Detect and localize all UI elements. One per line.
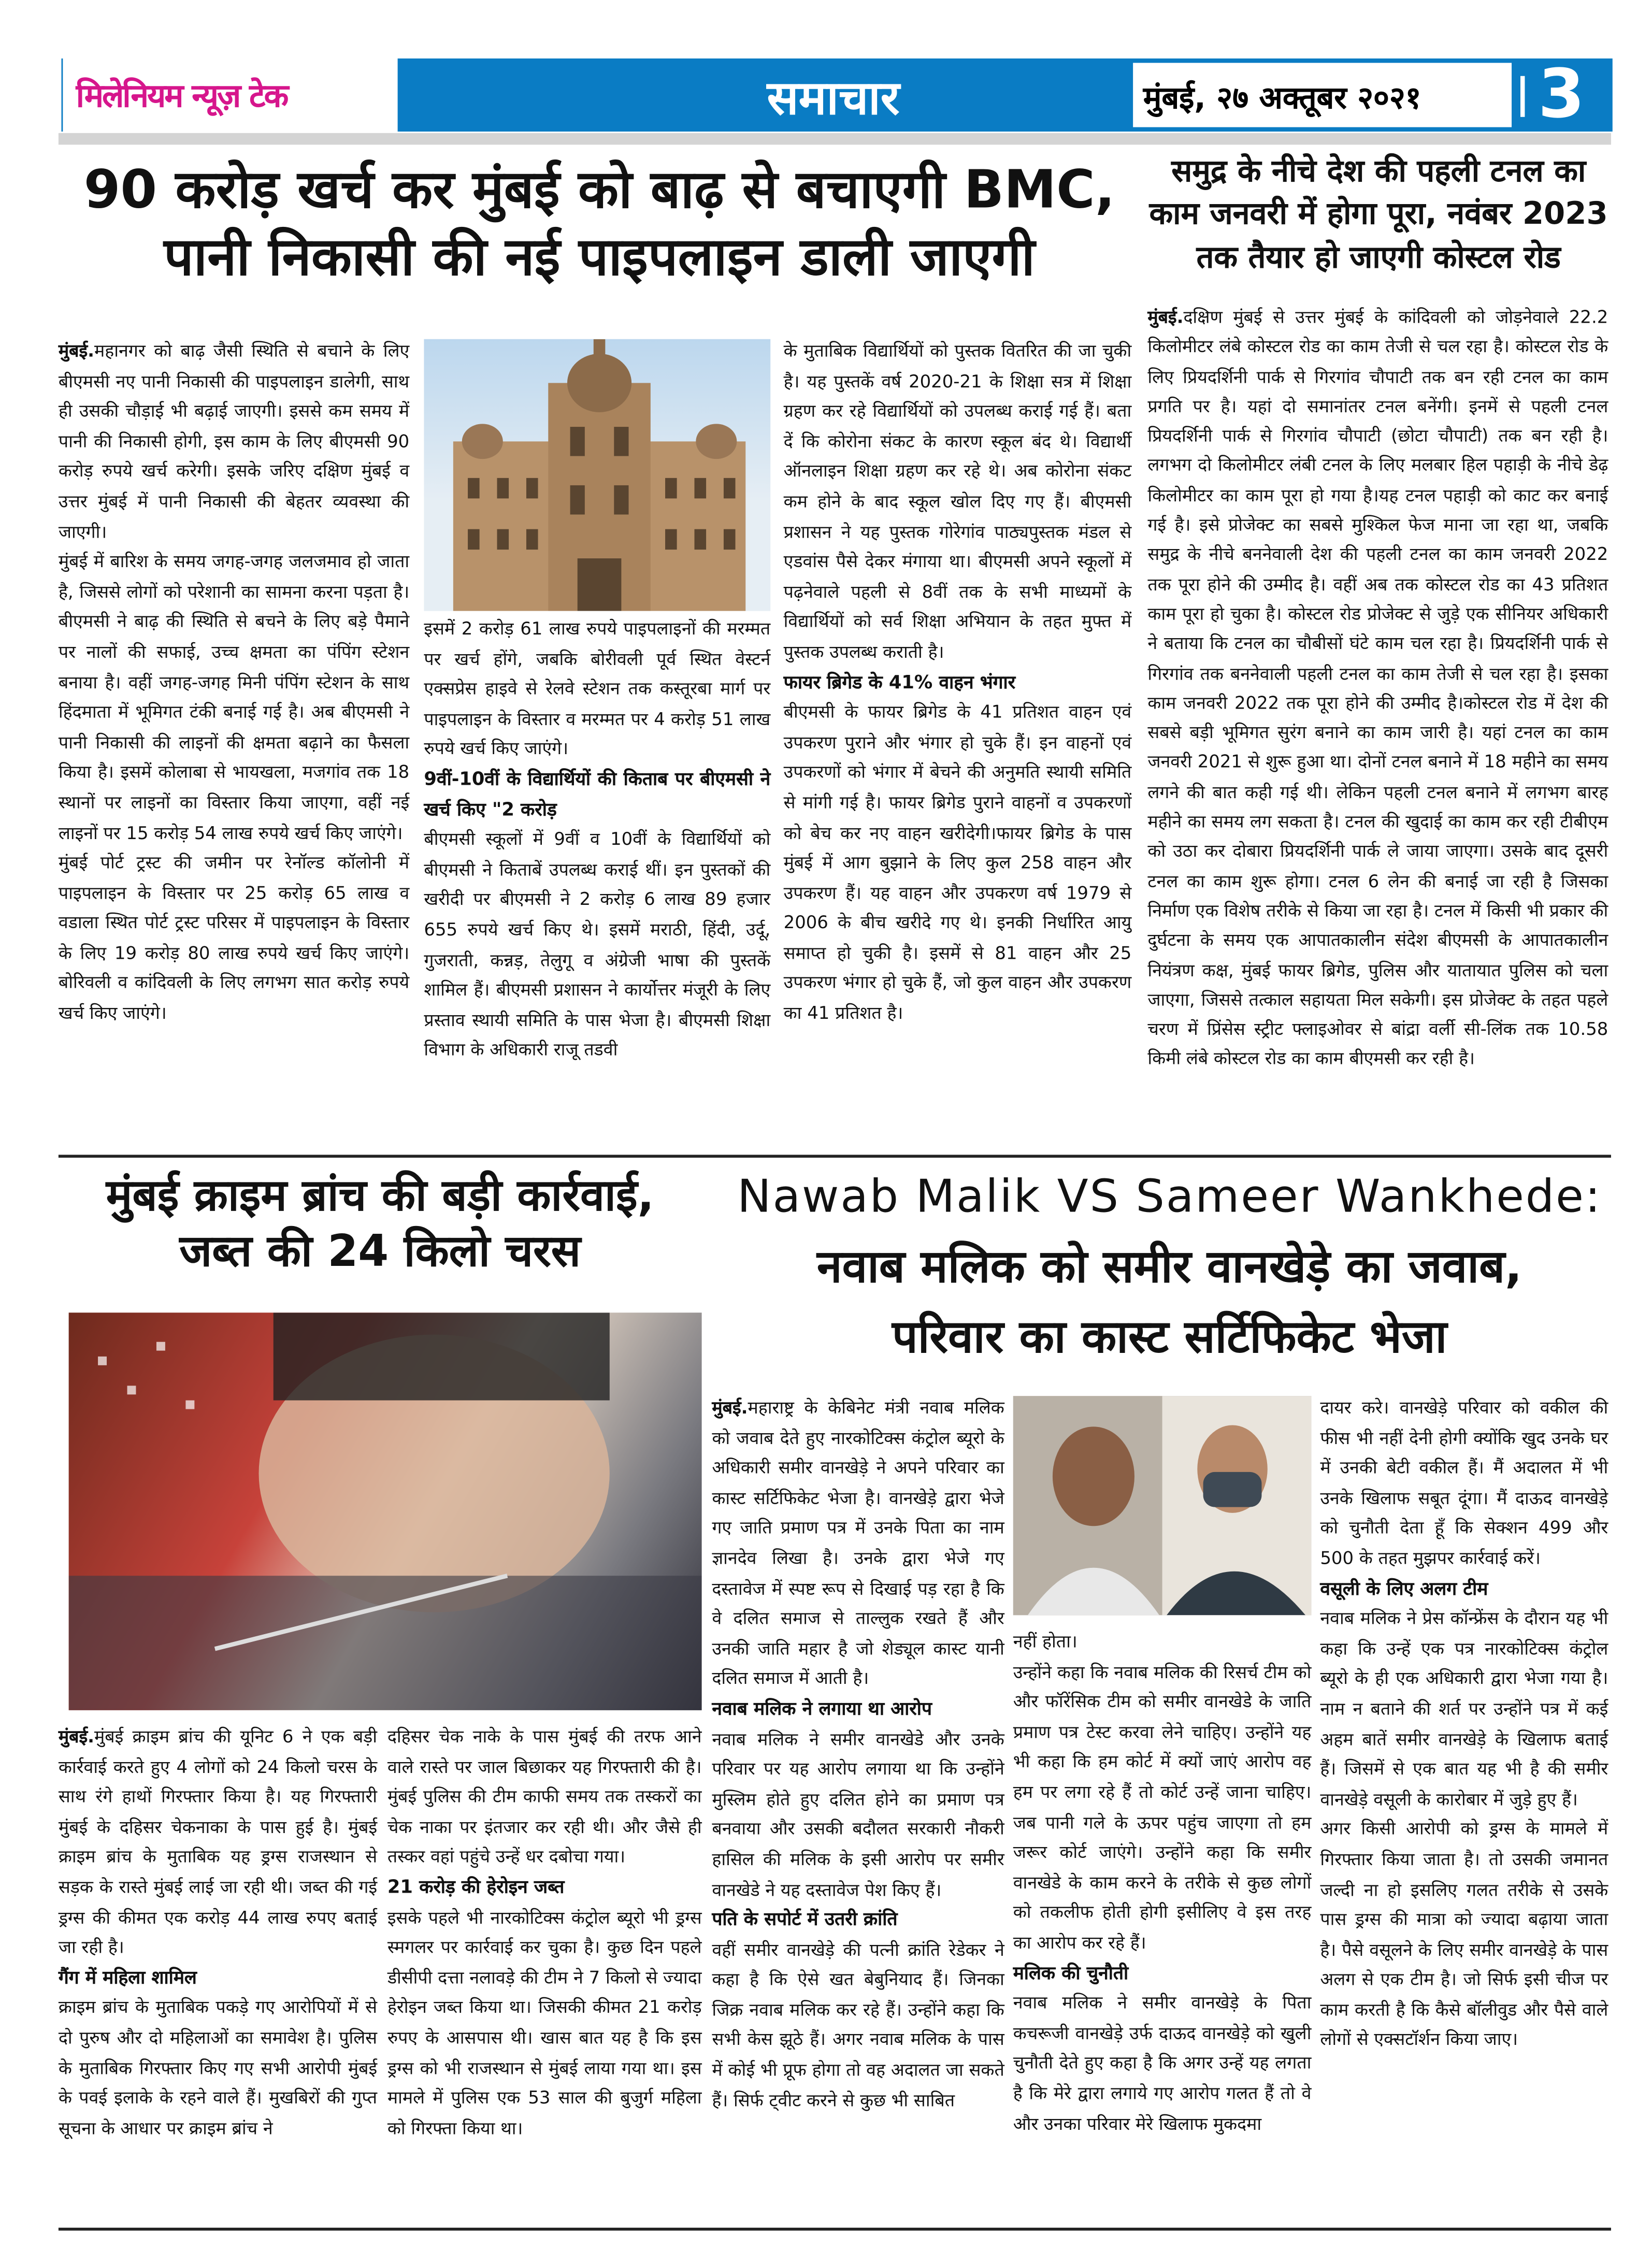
section-title: समाचार: [767, 70, 900, 126]
subheading: 21 करोड़ की हेरोइन जब्त: [387, 1875, 565, 1897]
paragraph: दहिसर चेक नाके के पास मुंबई की तरफ आने वाले रास्ते पर जाल बिछाकर यह गिरफ्तारी की है। मुंबई पुलिस की टीम काफी समय तक तस्करों का चेक नाका पर इंतजार कर रही थी। और जैसे ही तस्कर वहां पहुंचे उन्हें धर दबोचा गया।: [387, 1726, 702, 1867]
bmc-building-photo: [424, 339, 770, 611]
subheading: फायर ब्रिगेड के 41% वाहन भंगार: [783, 670, 1016, 693]
malik-wankhede-photo: [1013, 1396, 1312, 1615]
headline-line: परिवार का कास्ट सर्टिफिकेट भेजा: [892, 1311, 1447, 1364]
bmc-headline: [59, 158, 1140, 293]
issue-date: मुंबई, २७ अक्तूबर २०२१: [1143, 80, 1421, 116]
bottom-rule: [59, 2228, 1611, 2230]
tunnel-body: [1147, 302, 1608, 1074]
paragraph: के मुताबिक विद्यार्थियों को पुस्तक वितरित की जा चुकी है। यह पुस्तकें वर्ष 2020-21 के शिक्षा सत्र में शिक्षा ग्रहण कर रहे विद्यार्थियों को उपलब्ध कराई गई हैं। बता दें कि कोरोना संकट के कारण स्कूल बंद थे। विद्यार्थी ऑनलाइन शिक्षा ग्रहण कर रहे थे। अब कोरोना संकट कम होने के बाद स्कूल खोल दिए गए हैं। बीएमसी प्रशासन ने यह पुस्तक गोरेगांव पाठ्यपुस्तक मंडल से एडवांस पैसे देकर मंगाया था। बीएमसी अपने स्कूलों में पढ़नेवाले पहली से 8वीं तक के सभी माध्यमों के विद्यार्थियों को सर्व शिक्षा अभियान के तहत मुफ्त में पुस्तक उपलब्ध कराती है।: [783, 340, 1132, 662]
paragraph: नवाब मलिक ने प्रेस कॉन्फ्रेंस के दौरान यह भी कहा कि उन्हें एक पत्र नारकोटिक्स कंट्रोल ब्यूरो के ही एक अधिकारी द्वारा भेजा गया है। नाम न बताने की शर्त पर उन्होंने पत्र में कई अहम बातें समीर वानखेड़े के खिलाफ बताई हैं। जिसमें से एक बात यह भी है की समीर वानखेड़े वसूली के कारोबार में जुड़े हुए हैं।: [1320, 1608, 1608, 1809]
bmc-column-2: [424, 614, 770, 1065]
dateline: मुंबई.: [58, 1726, 94, 1747]
paragraph: दायर करे। वानखेड़े परिवार को वकील की फीस भी नहीं देनी होगी क्योंकि खुद उनके घर में उनकी बेटी वकील हैं। मैं अदालत में भी उनके खिलाफ सबूत दूंगा। मैं दाऊद वानखेड़े को चुनौती देता हूँ कि सेक्शन 499 और 500 के तहत मुझपर कार्रवाई करें।: [1320, 1397, 1608, 1569]
subheading: गैंग में महिला शामिल: [58, 1966, 197, 1988]
crime-headline: [59, 1170, 702, 1282]
headline-line: Nawab Malik VS Sameer Wankhede:: [737, 1171, 1602, 1224]
paragraph: नहीं होता।: [1013, 1631, 1078, 1652]
paragraph: दक्षिण मुंबई से उत्तर मुंबई के कांदिवली को जोड़नेवाले 22.2 किलोमीटर लंबे कोस्टल रोड का काम तेजी से चल रहा है। कोस्टल रोड के लिए प्रियदर्शिनी पार्क से गिरगांव चौपाटी तक बन रही टनल का काम प्रगति पर है। यहां दो समानांतर टनल बनेंगी। इनमें से पहली टनल प्रियदर्शिनी पार्क से गिरगांव चौपाटी (छोटा चौपाटी) तक बन रही है। लगभग दो किलोमीटर लंबी टनल के लिए मलबार हिल पहाड़ी के नीचे डेढ़ किलोमीटर का काम पूरा हो गया है।यह टनल पहाड़ी को काट कर बनाई गई है। इसे प्रोजेक्ट का सबसे मुश्किल फेज माना जा रहा था, जबकि समुद्र के नीचे बननेवाली देश की पहली टनल का काम जनवरी 2022 तक पूरा होने की उम्मीद है। वहीं अब तक कोस्टल रोड का 43 प्रतिशत काम पूरा हो चुका है। कोस्टल रोड प्रोजेक्ट से जुड़े एक सीनियर अधिकारी ने बताया कि टनल का चौबीसों घंटे काम चल रहा है। प्रियदर्शिनी पार्क से गिरगांव तक बननेवाली पहली टनल का काम तेजी से चल रहा है। इसका काम जनवरी 2022 तक पूरा होने की उम्मीद है।कोस्टल रोड में देश की सबसे बड़ी भूमिगत सुरंग बनाने का काम जारी है। यहां टनल का काम जनवरी 2021 से शुरू हुआ था। दोनों टनल बनाने में 18 महीने का समय लगने की बात कही गई थी। लेकिन पहली टनल बनाने में लगभग बारह महीने का समय लग सकता है। टनल की खुदाई का काम कर रही टीबीएम को उठा कर दोबारा प्रियदर्शिनी पार्क ले जाया जाएगा। उसके बाद दूसरी टनल का काम शुरू होगा। टनल 6 लेन की बनाई जा रही है जिसका निर्माण एक विशेष तरीके से किया जा रहा है। टनल में किसी भी प्रकार की दुर्घटना के समय एक आपातकालीन संदेश बीएमसी के आपातकालीन नियंत्रण कक्ष, मुंबई फायर ब्रिगेड, पुलिस और यातायात पुलिस को चला जाएगा, जिससे तत्काल सहायता मिल सकेगी। इस प्रोजेक्ट के तहत पहले चरण में प्रिंसेस स्ट्रीट फ्लाइओवर से बांद्रा वर्ली सी-लिंक तक 10.58 किमी लंबे कोस्टल रोड का काम बीएमसी कर रही है।: [1147, 307, 1608, 1070]
headline-line: तक तैयार हो जाएगी कोस्टल रोड: [1196, 239, 1561, 275]
nawab-column-2: [1013, 1627, 1312, 2139]
dateline: मुंबई.: [712, 1397, 748, 1418]
paragraph: मुंबई पोर्ट ट्रस्ट की जमीन पर रेनॉल्ड कॉलोनी में पाइपलाइन के विस्तार पर 25 करोड़ 65 लाख व वडाला स्थित पोर्ट ट्रस्ट परिसर में पाइपलाइन के विस्तार के लिए 19 करोड़ 80 लाख रुपये खर्च किए जाएंगे। बोरिवली व कांदिवली के लिए लगभग सात करोड़ रुपये खर्च किए जाएंगे।: [58, 852, 410, 1023]
bmc-column-3: [784, 336, 1132, 1029]
paragraph: इसके पहले भी नारकोटिक्स कंट्रोल ब्यूरो भी ड्रग्स स्मगलर पर कार्रवाई कर चुका है। कुछ दिन पहले डीसीपी दत्ता नलावड़े की टीम ने 7 किलो से ज्यादा हेरोइन जब्त किया था। जिसकी कीमत 21 करोड़ रुपए के आसपास थी। खास बात यह है कि इस ड्रग्स को भी राजस्थान से मुंबई लाया गया था। इस मामले में पुलिस एक 53 साल की बुजुर्ग महिला को गिरफ्ता किया था।: [387, 1907, 702, 2138]
masthead-underline: [59, 133, 1611, 145]
paragraph: बीएमसी स्कूलों में 9वीं व 10वीं के विद्यार्थियों को बीएमसी ने किताबें उपलब्ध कराई थीं। इन पुस्तकों की खरीदी पर बीएमसी ने 2 करोड़ 6 लाख 89 हजार 655 रुपये खर्च किए थे। इसमें मराठी, हिंदी, उर्दू, गुजराती, कन्नड़, तेलुगू व अंग्रेजी भाषा की पुस्तकें शामिल हैं। बीएमसी प्रशासन ने कार्योत्तर मंजूरी के लिए प्रस्ताव स्थायी समिति के पास भेजा है। बीएमसी शिक्षा विभाग के अधिकारी राजू तडवी: [424, 829, 771, 1060]
page-number: 3: [1538, 54, 1585, 133]
paragraph: नवाब मलिक ने समीर वानखेड़े के पिता कचरूजी वानखेड़े उर्फ दाऊद वानखेड़े को खुली चुनौती देते हुए कहा है कि अगर उन्हें यह लगता है कि मेरे द्वारा लगाये गए आरोप गलत हैं तो वे और उनका परिवार मेरे खिलाफ मुकदमा: [1013, 1992, 1312, 2133]
crime-column-2: [387, 1722, 702, 2143]
headline-line: काम जनवरी में होगा पूरा, नवंबर 2023: [1149, 196, 1608, 232]
paragraph: अगर किसी आरोपी को ड्रग्स के मामले में गिरफ्तार किया जाता है। तो उसकी जमानत जल्दी ना हो इसलिए गलत तरीके से उसके पास ड्रग्स की मात्रा को ज्यादा बढ़ाया जाता है। पैसे वसूलने के लिए समीर वानखेड़े के पास अलग से एक टीम है। जो सिर्फ इसी चीज पर काम करती है कि कैसे बॉलीवुड और पैसे वाले लोगों से एक्सटॉर्शन किया जाए।: [1320, 1819, 1608, 2050]
crime-column-1: [59, 1722, 377, 2143]
paragraph: महाराष्ट्र के केबिनेट मंत्री नवाब मलिक को जवाब देते हुए नारकोटिक्स कंट्रोल ब्यूरो के अधिकारी समीर वानखेड़े ने अपने परिवार का कास्ट सर्टिफिकेट भेजा है। वानखेड़े द्वारा भेजे गए जाति प्रमाण पत्र में उनके पिता का नाम ज्ञानदेव लिखा है। उनके द्वारा भेजे गए दस्तावेज में स्पष्ट रूप से दिखाई पड़ रहा है कि वे दलित समाज से ताल्लुक रखते हैं और उनकी जाति महार है जो शेड्यूल कास्ट यानी दलित समाज में आती है।: [712, 1397, 1004, 1689]
nawab-column-3: [1320, 1393, 1608, 2055]
paragraph: बीएमसी के फायर ब्रिगेड के 41 प्रतिशत वाहन एवं उपकरण पुराने और भंगार हो चुके हैं। इन वाहनों एवं उपकरणों को भंगार में बेचने की अनुमति स्थायी समिति से मांगी गई है। फायर ब्रिगेड पुराने वाहनों व उपकरणों को बेच कर नए वाहन खरीदेगी।फायर ब्रिगेड के पास मुंबई में आग बुझाने के लिए कुल 258 वाहन और उपकरण हैं। यह वाहन और उपकरण वर्ष 1979 से 2006 के बीच खरीदे गए थे। इनकी निर्धारित आयु समाप्त हो चुकी है। इसमें से 81 वाहन और 25 उपकरण भंगार हो चुके हैं, जो कुल वाहन और उपकरण का 41 प्रतिशत है।: [783, 701, 1132, 1023]
newspaper-logo: मिलेनियम न्यूज़ टेक: [76, 79, 288, 116]
headline-line: मुंबई क्राइम ब्रांच की बड़ी कार्रवाई,: [106, 1171, 654, 1222]
nawab-column-1: [712, 1393, 1004, 2115]
paragraph: इसमें 2 करोड़ 61 लाख रुपये पाइपलाइनों की मरम्मत पर खर्च होंगे, जबकि बोरीवली पूर्व स्थित वेस्टर्न एक्सप्रेस हाइवे से रेलवे स्टेशन तक कस्तूरबा मार्ग पर पाइपलाइन के विस्तार व मरम्मत पर 4 करोड़ 51 लाख रुपये खर्च किए जाएंगे।: [424, 618, 771, 759]
subheading: मलिक की चुनौती: [1013, 1960, 1129, 1983]
tunnel-headline: [1145, 151, 1613, 280]
headline-line: पानी निकासी की नई पाइपलाइन डाली जाएगी: [164, 228, 1036, 289]
paragraph: क्राइम ब्रांच के मुताबिक पकड़े गए आरोपियों में से दो पुरुष और दो महिलाओं का समावेश है। पुलिस के मुताबिक गिरफ्तार किए गए सभी आरोपी मुंबई के पवई इलाके के रहने वाले हैं। मुखबिरों की गुप्त सूचना के आधार पर क्राइम ब्रांच ने: [58, 1997, 378, 2138]
headline-line: जब्त की 24 किलो चरस: [179, 1227, 581, 1278]
headline-line: समुद्र के नीचे देश की पहली टनल का: [1171, 153, 1586, 189]
headline-line: 90 करोड़ खर्च कर मुंबई को बाढ़ से बचाएगी BMC,: [83, 161, 1115, 221]
bmc-column-1: [59, 336, 409, 1029]
subheading: पति के सपोर्ट में उतरी क्रांति: [712, 1908, 898, 1930]
paragraph: उन्होंने कहा कि नवाब मलिक की रिसर्च टीम को और फॉरेंसिक टीम को समीर वानखेडे के जाति प्रमाण पत्र टेस्ट करवा लेने चाहिए। उन्होंने यह भी कहा कि हम कोर्ट में क्यों जाएं आरोप वह हम पर लगा रहे हैं तो कोर्ट उन्हें जाना चाहिए। जब पानी गले के ऊपर पहुंच जाएगा तो हम जरूर कोर्ट जाएंगे। उन्होंने कहा कि समीर वानखेडे के काम करने के तरीके से कुछ लोगों को तकलीफ होती होगी इसीलिए वे इस तरह का आरोप कर रहे हैं।: [1013, 1661, 1312, 1953]
paragraph: मुंबई में बारिश के समय जगह-जगह जलजमाव हो जाता है, जिससे लोगों को परेशानी का सामना करना पड़ता है। बीएमसी ने बाढ़ की स्थिति से बचने के लिए बड़े पैमाने पर नालों की सफाई, उच्च क्षमता का पंपिंग स्टेशन बनाया है। वहीं जगह-जगह मिनी पंपिंग स्टेशन के साथ हिंदमाता में भूमिगत टंकी बनाई गई है। अब बीएमसी ने पानी निकासी की लाइनों की क्षमता बढ़ाने का फैसला किया है। इसमें कोलाबा से भायखला, मजगांव तक 18 स्थानों पर लाइनों का विस्तार किया जाएगा, वहीं नई लाइनों पर 15 करोड़ 54 लाख रुपये खर्च किए जाएंगे।: [58, 551, 410, 843]
dateline: मुंबई.: [1147, 307, 1184, 328]
paragraph: नवाब मलिक ने समीर वानखेडे और उनके परिवार पर यह आरोप लगाया था कि उन्होंने मुस्लिम होते हुए दलित होने का प्रमाण पत्र बनवाया और उसकी बदौलत सरकारी नौकरी हासिल की मलिक के इसी आरोप पर समीर वानखेडे ने यह दस्तावेज पेश किए हैं।: [712, 1728, 1004, 1900]
section-divider: [59, 1155, 1611, 1157]
drugs-illustration-image: [69, 1313, 702, 1710]
paragraph: वहीं समीर वानखेड़े की पत्नी क्रांति रेडेकर ने कहा है कि ऐसे खत बेबुनियाद हैं। जिनका जिक्र नवाब मलिक कर रहे हैं। उन्होंने कहा कि सभी केस झूठे हैं। अगर नवाब मलिक के पास में कोई भी प्रूफ होगा तो वह अदालत जा सकते हैं। सिर्फ ट्वीट करने से कुछ भी साबित: [712, 1939, 1004, 2111]
paragraph: मुंबई क्राइम ब्रांच की यूनिट 6 ने एक बड़ी कार्रवाई करते हुए 4 लोगों को 24 किलो चरस के साथ रंगे हाथों गिरफ्तार किया है। यह गिरफ्तारी मुंबई के दहिसर चेकनाका के पास हुई है। मुंबई क्राइम ब्रांच के मुताबिक यह ड्रग्स राजस्थान से सड़क के रास्ते मुंबई लाई जा रही थी। जब्त की गई ड्रग्स की कीमत एक करोड़ 44 लाख रुपए बताई जा रही है।: [58, 1726, 378, 1958]
nawab-headline: [731, 1162, 1608, 1373]
headline-line: नवाब मलिक को समीर वानखेड़े का जवाब,: [817, 1241, 1522, 1294]
paragraph: महानगर को बाढ़ जैसी स्थिति से बचाने के लिए बीएमसी नए पानी निकासी की पाइपलाइन डालेगी, साथ ही उसकी चौड़ाई भी बढ़ाई जाएगी। इससे कम समय में पानी की निकासी होगी, इस काम के लिए बीएमसी 90 करोड़ रुपये खर्च करेगी। इसके जरिए दक्षिण मुंबई व उत्तर मुंबई में पानी निकासी की बेहतर व्यवस्था की जाएगी।: [58, 340, 410, 542]
subheading: 9वीं-10वीं के विद्यार्थियों की किताब पर बीएमसी ने खर्च किए "2 करोड़: [424, 767, 771, 819]
subheading: नवाब मलिक ने लगाया था आरोप: [712, 1697, 932, 1719]
dateline: मुंबई.: [58, 340, 94, 362]
subheading: वसूली के लिए अलग टीम: [1320, 1576, 1488, 1599]
divider: [1520, 76, 1525, 117]
